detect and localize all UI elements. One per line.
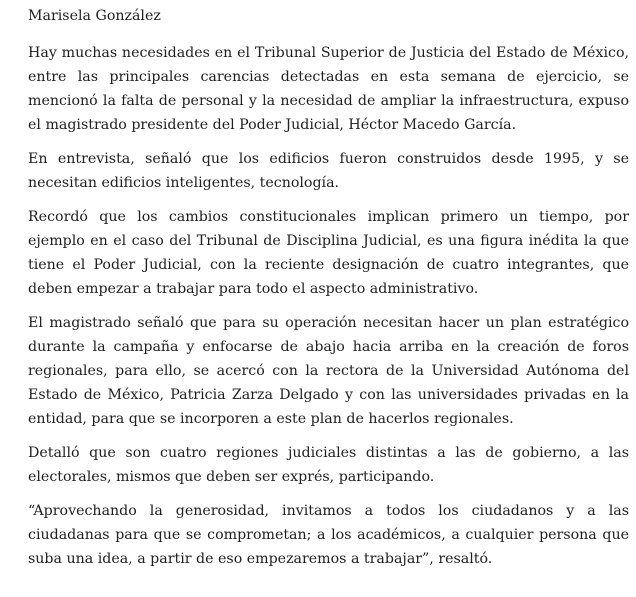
article-paragraph-1: Hay muchas necesidades en el Tribunal Superior de Justicia del Estado de México, entre las principales carencias detectadas en esta semana de ejercicio, se mencionó la falta de personal y la necesidad de ampliar la infraestructura, expuso el magistrado presidente del Poder Judicial, Héctor Macedo García. — [28, 45, 629, 133]
author-byline: Marisela González — [28, 8, 161, 24]
article-paragraph-3: Recordó que los cambios constitucionales implican primero un tiempo, por ejemplo en el caso del Tribunal de Disciplina Judicial, es una figura inédita la que tiene el Poder Judicial, con la reciente designación de cuatro integrantes, que deben empezar a trabajar para todo el aspecto administrativo. — [28, 209, 629, 297]
article-paragraph-5: Detalló que son cuatro regiones judiciales distintas a las de gobierno, a las electorales, mismos que deben ser exprés, participando. — [28, 445, 629, 485]
article-paragraph-4: El magistrado señaló que para su operación necesitan hacer un plan estratégico durante la campaña y enfocarse de abajo hacia arriba en la creación de foros regionales, para ello, se acercó con la rectora de la Universidad Autónoma del Estado de México, Patricia Zarza Delgado y con las universidades privadas en la entidad, para que se incorporen a este plan de hacerlos regionales. — [28, 315, 629, 427]
article-paragraph-6: “Aprovechando la generosidad, invitamos a todos los ciudadanos y a las ciudadanas para que se comprometan; a los académicos, a cualquier persona que suba una idea, a partir de eso empezaremos a trabajar”, resaltó. — [28, 503, 629, 567]
article-paragraph-2: En entrevista, señaló que los edificios fueron construidos desde 1995, y se necesitan edificios inteligentes, tecnología. — [28, 151, 629, 191]
